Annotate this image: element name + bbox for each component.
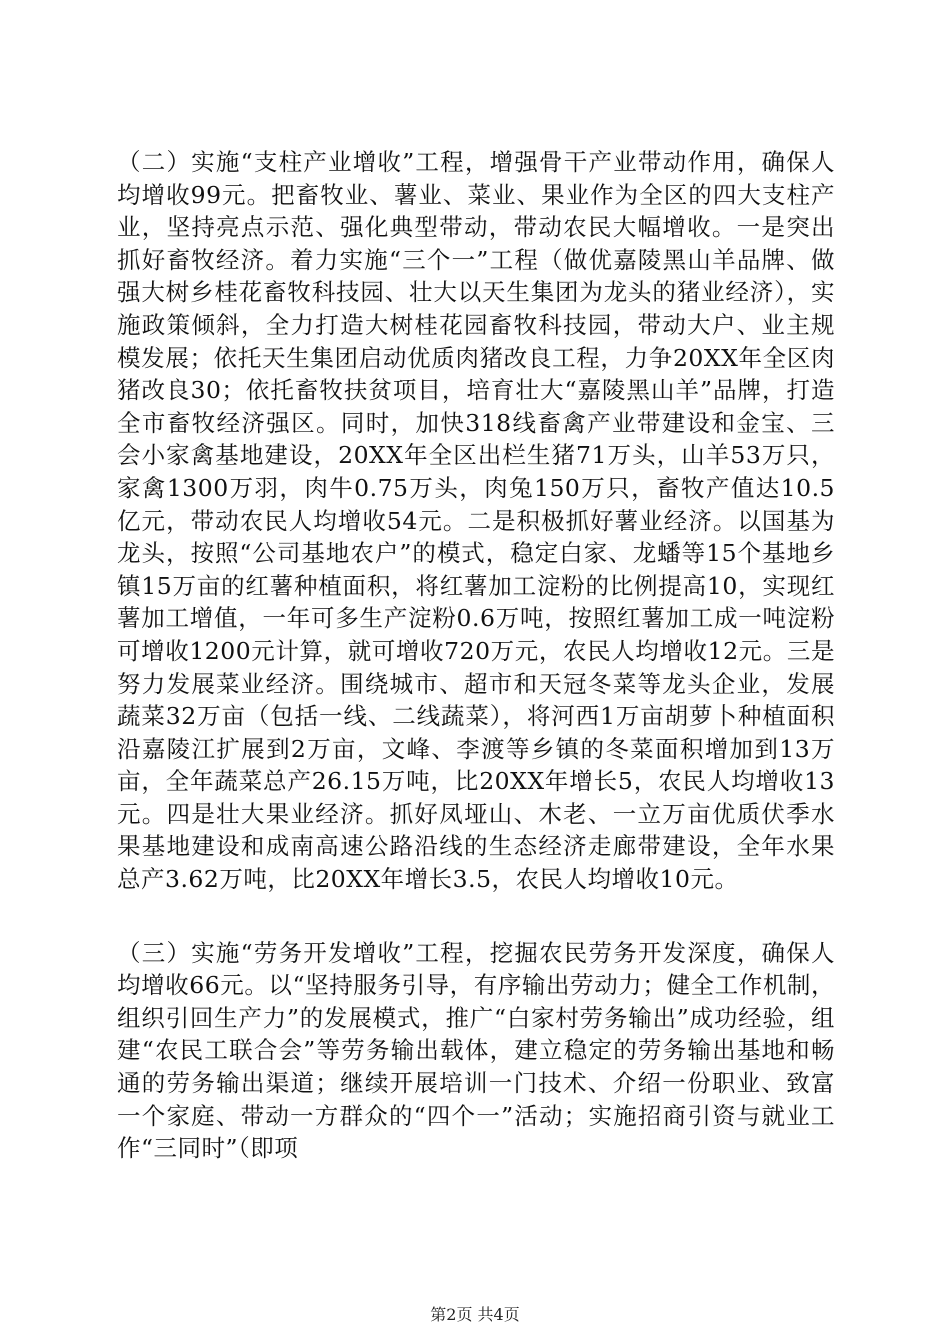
paragraph-gap: [117, 896, 835, 937]
paragraph-3: （三）实施“劳务开发增收”工程，挖掘农民劳务开发深度，确保人均增收66元。以“坚持服务引导，有序输出劳动力；健全工作机制，组织引回生产力”的发展模式，推广“白家村劳务输出”成功经验，组建“农民工联合会”等劳务输出载体，建立稳定的劳务输出基地和畅通的劳务输出渠道；继续开展培训一门技术、介绍一份职业、致富一个家庭、带动一方群众的“四个一”活动；实施招商引资与就业工作“三同时”（即项: [117, 938, 835, 1163]
document-body: [117, 146, 835, 1165]
paragraph-2: （二）实施“支柱产业增收”工程，增强骨干产业带动作用，确保人均增收99元。把畜牧业、薯业、菜业、果业作为全区的四大支柱产业，坚持亮点示范、强化典型带动，带动农民大幅增收。一是突出抓好畜牧经济。着力实施“三个一”工程（做优嘉陵黑山羊品牌、做强大树乡桂花畜牧科技园、壮大以天生集团为龙头的猪业经济），实施政策倾斜，全力打造大树桂花园畜牧科技园，带动大户、业主规模发展；依托天生集团启动优质肉猪改良工程，力争20XX年全区肉猪改良30；依托畜牧扶贫项目，培育壮大“嘉陵黑山羊”品牌，打造全市畜牧经济强区。同时，加快318线畜禽产业带建设和金宝、三会小家禽基地建设，20XX年全区出栏生猪71万头，山羊53万只，家禽1300万羽，肉牛0.75万头，肉兔150万只，畜牧产值达10.5亿元，带动农民人均增收54元。二是积极抓好薯业经济。以国基为龙头，按照“公司基地农户”的模式，稳定白家、龙蟠等15个基地乡镇15万亩的红薯种植面积，将红薯加工淀粉的比例提高10，实现红薯加工增值，一年可多生产淀粉0.6万吨，按照红薯加工成一吨淀粉可增收1200元计算，就可增收720万元，农民人均增收12元。三是努力发展菜业经济。围绕城市、超市和天冠冬菜等龙头企业，发展蔬菜32万亩（包括一线、二线蔬菜），将河西1万亩胡萝卜种植面积沿嘉陵江扩展到2万亩，文峰、李渡等乡镇的冬菜面积增加到13万亩，全年蔬菜总产26.15万吨，比20XX年增长5，农民人均增收13元。四是壮大果业经济。抓好凤垭山、木老、一立万亩优质伏季水果基地建设和成南高速公路沿线的生态经济走廊带建设，全年水果总产3.62万吨，比20XX年增长3.5，农民人均增收10元。: [117, 148, 835, 894]
page-footer: 第2页 共4页: [430, 1305, 520, 1324]
